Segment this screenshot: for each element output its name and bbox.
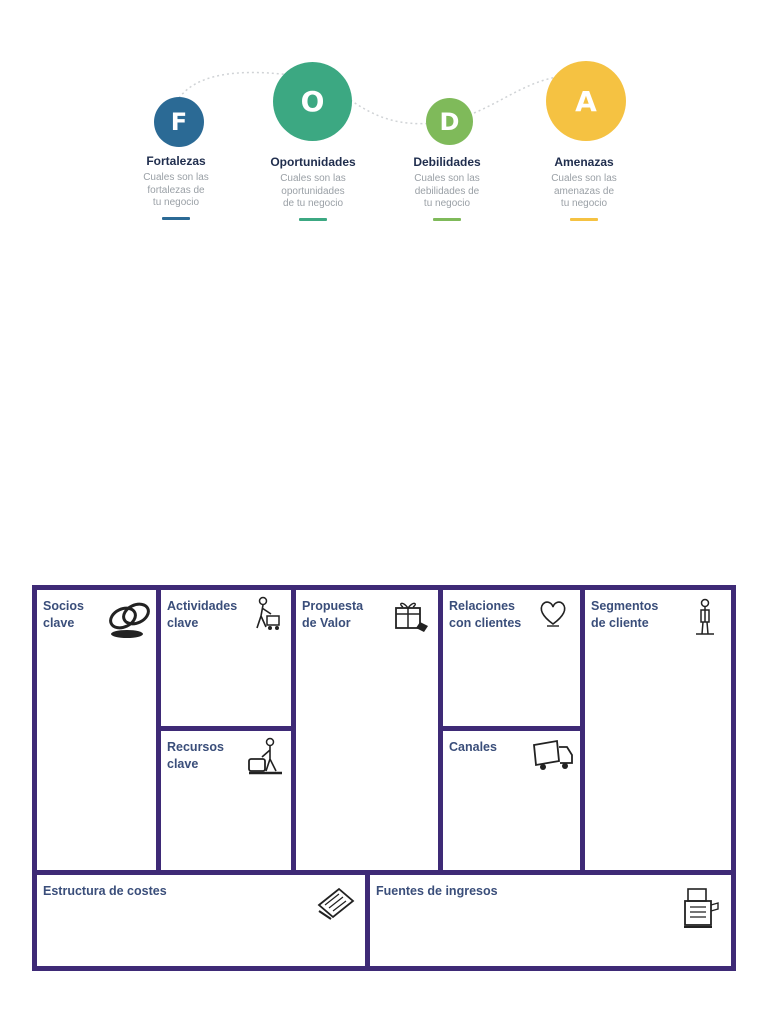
foda-diagram <box>0 0 768 240</box>
amenazas-circle: A <box>546 61 626 141</box>
socios-clave-label: Socios clave <box>43 599 84 630</box>
debilidades-circle: D <box>426 98 473 145</box>
amenazas-underline <box>570 218 598 221</box>
fuentes-de-ingresos-block <box>370 875 731 966</box>
standing-person-icon <box>693 598 717 636</box>
estructura-de-costes-label: Estructura de costes <box>43 884 167 898</box>
recursos-clave-label: Recursos clave <box>167 740 224 771</box>
oportunidades-circle: O <box>273 62 352 141</box>
price-tag-icon <box>315 885 357 921</box>
amenazas-column <box>524 155 644 221</box>
actividades-clave-block <box>161 590 291 726</box>
debilidades-underline <box>433 218 461 221</box>
amenazas-description: Cuales son las amenazas de tu negocio <box>551 173 617 209</box>
chain-link-icon <box>105 598 153 642</box>
oportunidades-column <box>253 155 373 221</box>
estructura-de-costes-block <box>37 875 365 966</box>
fuentes-de-ingresos-label: Fuentes de ingresos <box>376 884 498 898</box>
oportunidades-underline <box>299 218 327 221</box>
cash-register-icon <box>682 885 722 931</box>
business-model-canvas <box>32 585 736 971</box>
debilidades-title: Debilidades <box>413 155 481 169</box>
amenazas-title: Amenazas <box>554 155 614 169</box>
canales-label: Canales <box>449 740 497 754</box>
gift-box-icon <box>390 596 430 634</box>
fortalezas-circle: F <box>154 97 204 147</box>
oportunidades-description: Cuales son las oportunidades de tu negocio <box>280 173 346 209</box>
fortalezas-description: Cuales son las fortalezas de tu negocio <box>143 172 209 208</box>
oportunidades-title: Oportunidades <box>270 155 356 169</box>
fortalezas-title: Fortalezas <box>146 154 206 168</box>
segmentos-de-cliente-label: Segmentos de cliente <box>591 599 659 630</box>
socios-clave-block <box>37 590 156 870</box>
propuesta-de-valor-label: Propuesta de Valor <box>302 599 364 630</box>
propuesta-de-valor-block <box>296 590 438 870</box>
canales-block <box>443 731 580 870</box>
delivery-truck-icon <box>531 737 575 773</box>
segmentos-de-cliente-block <box>585 590 731 870</box>
fortalezas-column <box>116 154 236 220</box>
worker-with-machine-icon <box>246 737 284 779</box>
fortalezas-underline <box>162 217 190 220</box>
recursos-clave-block <box>161 731 291 870</box>
worker-with-cart-icon <box>249 596 283 632</box>
relaciones-con-clientes-label: Relaciones con clientes <box>449 599 522 630</box>
debilidades-description: Cuales son las debilidades de tu negocio <box>414 173 480 209</box>
relaciones-con-clientes-block <box>443 590 580 726</box>
heart-icon <box>538 598 568 628</box>
debilidades-column <box>387 155 507 221</box>
actividades-clave-label: Actividades clave <box>167 599 238 630</box>
